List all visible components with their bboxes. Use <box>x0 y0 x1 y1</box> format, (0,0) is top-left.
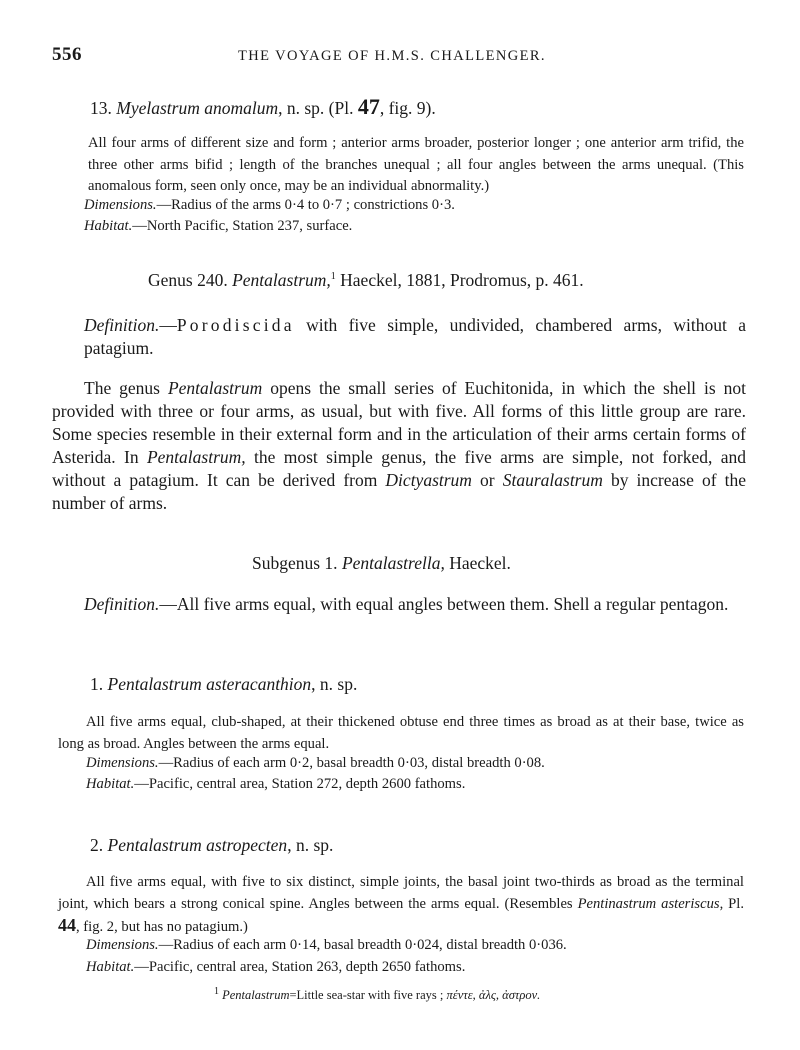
page-number: 556 <box>52 44 82 65</box>
species-1-habitat <box>86 776 465 793</box>
species-1-dimensions <box>86 755 545 772</box>
dimensions-label: Dimensions. <box>86 755 159 771</box>
species-1-description <box>58 712 744 755</box>
subgenus-prefix: Subgenus 1. <box>252 553 338 573</box>
habitat-text: —North Pacific, Station 237, surface. <box>132 218 353 234</box>
description-text: All four arms of different size and form ; anterior arms broader, posterior longer ; one anterior arm trifid, the three other arms bifid ; length of the branches unequal ; all four angles between the arms unequal. (This anomalous form, seen only once, may be an individual abnormality.) <box>88 135 744 194</box>
plate-number: 47 <box>357 94 380 119</box>
species-13-habitat <box>84 218 352 235</box>
species-number: 2. <box>90 835 104 855</box>
footnote-mark: 1 <box>214 985 219 997</box>
para-text: opens the small series of Euchitonida, in which the shell is not provided with three or four arms, as usual, but with five. All forms of this little group are rare. Some species resemble in their external form and in the articulation of their arms certain forms of Asterida. In <box>52 378 746 467</box>
para-genus-name: Stauralastrum <box>502 470 603 490</box>
description-species-name: Pentinastrum asteriscus <box>577 895 720 912</box>
species-name: Pentalastrum asteracanthion <box>107 674 312 694</box>
species-suffix: , n. sp. (Pl. <box>278 98 354 118</box>
description-text: All five arms equal, club-shaped, at their thickened obtuse end three times as broad as at their base, twice as long as broad. Angles between the arms equal. <box>58 714 744 752</box>
species-2-dimensions <box>86 937 567 954</box>
definition-text: —All five arms equal, with equal angles between them. Shell a regular pentagon. <box>159 594 729 614</box>
habitat-label: Habitat. <box>86 776 135 792</box>
dimensions-text: —Radius of each arm 0·14, basal breadth 0·024, distal breadth 0·036. <box>158 937 567 953</box>
genus-name: Pentalastrum, <box>232 270 331 290</box>
description-text: , Pl. <box>719 895 744 912</box>
species-2-heading <box>90 835 333 856</box>
species-name: Pentalastrum astropecten <box>107 835 288 855</box>
description-text: All five arms equal, with five to six distinct, simple joints, the basal joint two-thirds as broad as the terminal joint, which bears a strong conical spine. Angles between the arms equal. (Resembles <box>58 874 744 912</box>
species-13-description <box>88 133 744 198</box>
genus-definition <box>84 314 746 360</box>
definition-text: with five simple, undivided, chambered arms, without a patagium. <box>84 315 746 358</box>
plate-number: 44 <box>58 915 76 935</box>
species-suffix: , n. sp. <box>287 835 334 855</box>
species-2-habitat <box>86 959 465 976</box>
definition-group: Porodiscida <box>176 315 295 335</box>
description-text: , fig. 2, but has no patagium.) <box>76 919 248 935</box>
para-text: or <box>471 470 503 490</box>
definition-label: Definition. <box>84 594 160 614</box>
dimensions-label: Dimensions. <box>86 937 159 953</box>
habitat-text: —Pacific, central area, Station 263, depth 2650 fathoms. <box>134 959 466 975</box>
figure-ref: , fig. 9). <box>379 98 436 118</box>
para-genus-name: Pentalastrum, <box>146 447 246 467</box>
footnote-term: Pentalastrum <box>222 988 290 1002</box>
species-name: Myelastrum anomalum <box>116 98 279 118</box>
dimensions-text: —Radius of each arm 0·2, basal breadth 0·03, distal breadth 0·08. <box>158 755 545 771</box>
footnote-mark: 1 <box>330 271 336 283</box>
para-text: by increase of the number of arms. <box>52 470 746 513</box>
habitat-label: Habitat. <box>84 218 133 234</box>
genus-heading <box>148 270 584 291</box>
subgenus-definition <box>52 593 746 616</box>
definition-dash: — <box>159 315 177 335</box>
footnote-text: =Little sea-star with five rays ; <box>289 988 444 1002</box>
para-text: The genus <box>84 378 168 398</box>
subgenus-suffix: Haeckel. <box>449 553 511 573</box>
footnote <box>214 985 541 1003</box>
dimensions-text: —Radius of the arms 0·4 to 0·7 ; constrictions 0·3. <box>156 197 455 213</box>
subgenus-heading <box>252 553 511 574</box>
species-1-heading <box>90 674 357 695</box>
genus-prefix: Genus 240. <box>148 270 228 290</box>
definition-label: Definition. <box>84 315 160 335</box>
running-title: THE VOYAGE OF H.M.S. CHALLENGER. <box>238 48 546 64</box>
habitat-text: —Pacific, central area, Station 272, depth 2600 fathoms. <box>134 776 466 792</box>
species-13-heading <box>90 94 436 120</box>
genus-suffix: Haeckel, 1881, Prodromus, p. 461. <box>340 270 584 290</box>
species-suffix: , n. sp. <box>311 674 358 694</box>
para-genus-name: Dictyastrum <box>385 470 472 490</box>
species-number: 13. <box>90 98 112 118</box>
habitat-label: Habitat. <box>86 959 135 975</box>
para-genus-name: Pentalastrum <box>167 378 263 398</box>
species-2-description <box>58 872 744 939</box>
species-number: 1. <box>90 674 104 694</box>
para-text: the most simple genus, the five arms are simple, not forked, and without a patagium. It can be derived from <box>52 447 746 490</box>
species-13-dimensions <box>84 197 455 214</box>
genus-paragraph <box>52 377 746 515</box>
subgenus-name: Pentalastrella, <box>341 553 445 573</box>
dimensions-label: Dimensions. <box>84 197 157 213</box>
footnote-greek: πέντε, ἀλς, ἀστρον. <box>446 988 541 1002</box>
